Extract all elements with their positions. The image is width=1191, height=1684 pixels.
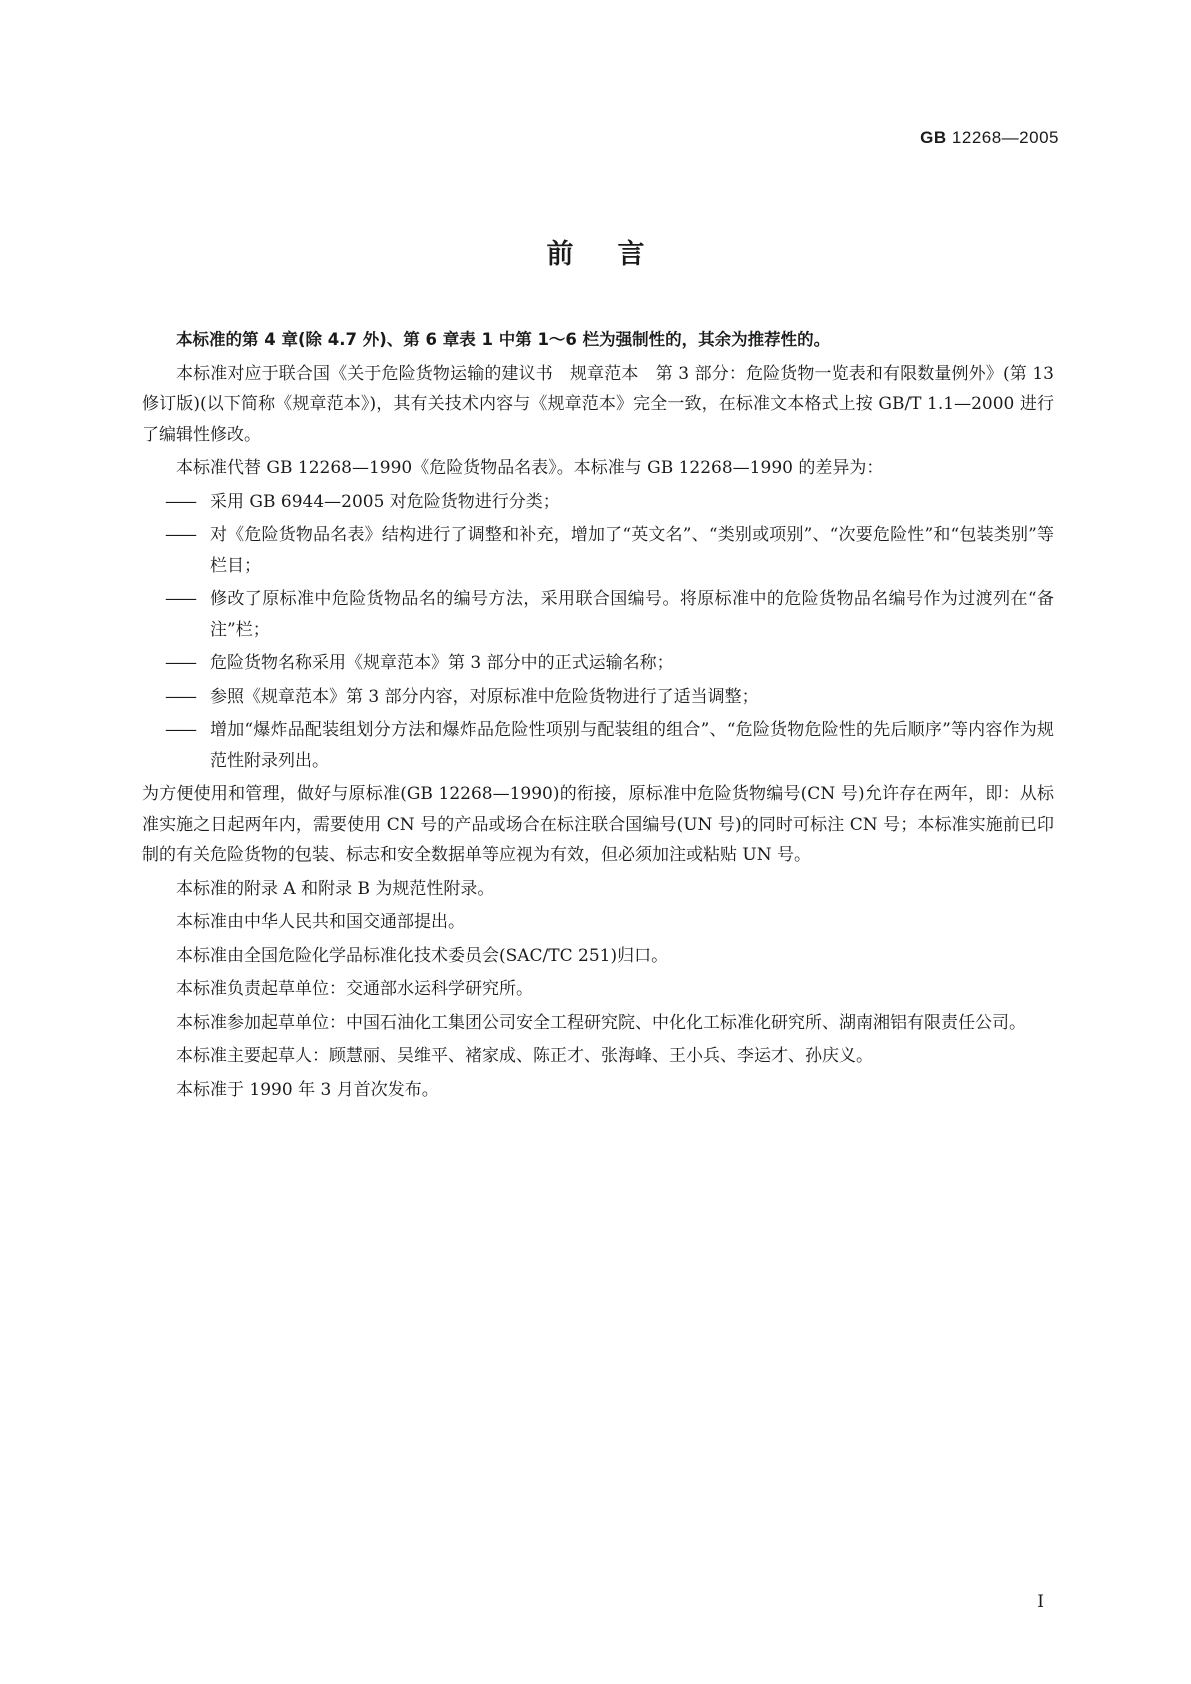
list-item [142,715,1054,776]
list-item-text: 对《危险货物品名表》结构进行了调整和补充，增加了“英文名”、“类别或项别”、“次要危险性”和“包装类别”等栏目； [210,525,1054,576]
proposer-paragraph: 本标准由中华人民共和国交通部提出。 [176,912,465,932]
dash-marker: —— [165,589,195,609]
list-item-text: 采用 GB 6944—2005 对危险货物进行分类； [210,491,560,512]
dash-marker: —— [165,525,195,545]
dash-marker: —— [165,491,195,512]
standard-code-number: 12268—2005 [951,128,1059,147]
committee-paragraph: 本标准由全国危险化学品标准化技术委员会(SAC/TC 251)归口。 [176,945,669,966]
list-item [142,520,1054,581]
correspondence-paragraph: 本标准对应于联合国《关于危险货物运输的建议书 规章范本 第 3 部分：危险货物一览表和有限数量例外》(第 13 修订版)(以下简称《规章范本》)，其有关技术内容与《规章范本》完全一致，在标准文本格式上按 GB/T 1.1—2000 进行了编辑性修改。 [142,363,1054,445]
lead-drafter-paragraph: 本标准负责起草单位：交通部水运科学研究所。 [176,979,533,999]
list-item-text: 修改了原标准中危险货物品名的编号方法，采用联合国编号。将原标准中的危险货物品名编号作为过渡列在“备注”栏； [210,589,1054,640]
standard-code-prefix: GB [920,128,947,147]
mandatory-clause-paragraph: 本标准的第 4 章(除 4.7 外)、第 6 章表 1 中第 1～6 栏为强制性的，其余为推荐性的。 [176,330,831,349]
main-drafters-paragraph: 本标准主要起草人：顾慧丽、吴维平、褚家成、陈正才、张海峰、王小兵、李运才、孙庆义。 [176,1046,873,1066]
foreword-body [142,325,1054,1108]
list-item [142,682,1054,713]
list-item-text: 危险货物名称采用《规章范本》第 3 部分中的正式运输名称； [210,653,674,673]
page-number: I [1037,1592,1044,1612]
participating-drafters-paragraph: 本标准参加起草单位：中国石油化工集团公司安全工程研究院、中化化工标准化研究所、湖南湘铝有限责任公司。 [176,1012,1026,1033]
first-release-paragraph: 本标准于 1990 年 3 月首次发布。 [176,1079,439,1100]
list-item-text: 参照《规章范本》第 3 部分内容，对原标准中危险货物进行了适当调整； [210,686,759,707]
dash-marker: —— [165,686,195,707]
list-item [142,487,1054,518]
differences-list [142,487,1054,777]
page-title: 前言 [546,239,689,270]
dash-marker: —— [165,653,195,673]
list-item [142,584,1054,645]
standard-code [920,128,1059,148]
list-item [142,648,1054,679]
annex-paragraph: 本标准的附录 A 和附录 B 为规范性附录。 [176,878,495,899]
list-item-text: 增加“爆炸品配装组划分方法和爆炸品危险性项别与配装组的组合”、“危险货物危险性的先后顺序”等内容作为规范性附录列出。 [210,720,1054,771]
transition-paragraph: 为方便使用和管理，做好与原标准(GB 12268—1990)的衔接，原标准中危险货物编号(CN 号)允许存在两年，即：从标准实施之日起两年内，需要使用 CN 号的产品或场合在标注联合国编号(UN 号)的同时可标注 CN 号；本标准实施前已印制的有关危险货物的包装、标志和安全数据单等应视为有效，但必须加注或粘贴 UN 号。 [142,784,1054,865]
replacement-paragraph: 本标准代替 GB 12268—1990《危险货物品名表》。本标准与 GB 12268—1990 的差异为： [176,458,884,478]
dash-marker: —— [165,720,195,740]
